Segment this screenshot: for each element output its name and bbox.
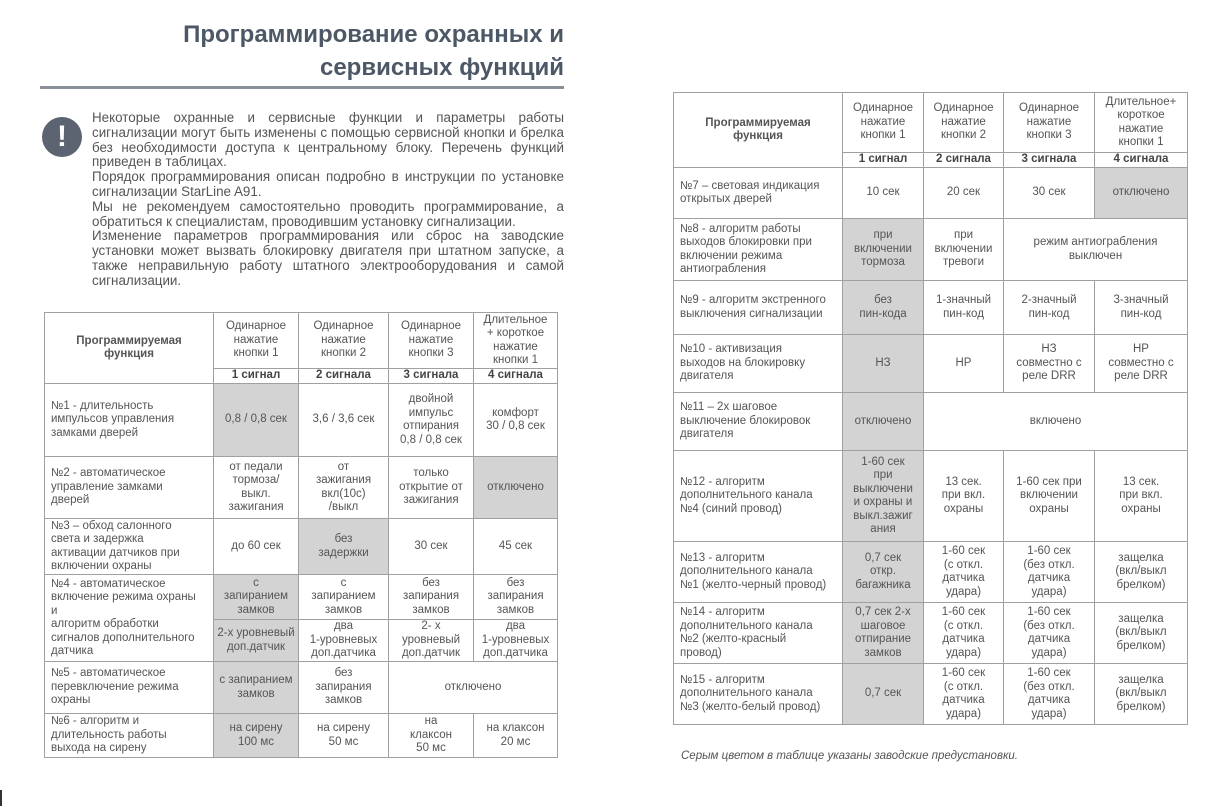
functions-table-left (44, 312, 558, 758)
option-cell: включено (924, 393, 1188, 451)
factory-default-cell: на сирену 100 мс (214, 714, 299, 758)
factory-default-cell: 0,8 / 0,8 сек (214, 384, 299, 457)
function-name-cell: №9 - алгоритм экстренного выключения сигнализации (674, 281, 843, 335)
column-header-button: Одинарное нажатие кнопки 3 (389, 313, 474, 369)
table-row (45, 662, 558, 714)
option-cell: только открытие от зажигания (389, 457, 474, 519)
function-name-cell: №3 – обход салонного света и задержка активации датчиков при включении охраны (45, 519, 214, 575)
table-row (45, 384, 558, 457)
factory-default-cell: отключено (843, 393, 924, 451)
option-cell: 30 сек (389, 519, 474, 575)
factory-default-cell: 0,7 сек (843, 664, 924, 725)
option-cell: от зажигания вкл(10с) /выкл (299, 457, 389, 519)
table-row (45, 519, 558, 575)
table-row (674, 393, 1188, 451)
option-cell: 1-60 сек (без откл. датчика удара) (1004, 664, 1095, 725)
option-cell: без запирания замков (474, 575, 558, 620)
option-cell: 1-60 сек (с откл. датчика удара) (924, 603, 1004, 664)
function-name-cell: №10 - активизация выходов на блокировку двигателя (674, 335, 843, 393)
option-cell: на клаксон 50 мс (389, 714, 474, 758)
exclamation-icon: ! (42, 117, 82, 157)
column-header-button: Длительное + короткое нажатие кнопки 1 (474, 313, 558, 369)
option-cell: 45 сек (474, 519, 558, 575)
table-row (674, 281, 1188, 335)
function-name-cell: №6 - алгоритм и длительность работы выхода на сирену (45, 714, 214, 758)
table-row (45, 714, 558, 758)
option-cell: до 60 сек (214, 519, 299, 575)
signal-count-header: 3 сигнала (1004, 153, 1095, 168)
function-name-cell: №8 - алгоритм работы выходов блокировки при включении режима антиограбления (674, 219, 843, 281)
option-cell: 20 сек (924, 168, 1004, 219)
option-cell: без запирания замков (299, 662, 389, 714)
factory-default-cell: без задержки (299, 519, 389, 575)
signal-count-header: 4 сигнала (1095, 153, 1188, 168)
option-cell: защелка (вкл/выкл брелком) (1095, 603, 1188, 664)
function-name-cell: №15 - алгоритм дополнительного канала №3 (желто-белый провод) (674, 664, 843, 725)
option-cell: 30 сек (1004, 168, 1095, 219)
option-cell: 13 сек. при вкл. охраны (924, 451, 1004, 542)
factory-default-cell: отключено (474, 457, 558, 519)
table-row (45, 575, 558, 620)
option-cell: НР совместно с реле DRR (1095, 335, 1188, 393)
option-cell: 2- х уровневый доп.датчик (389, 620, 474, 662)
footnote: Серым цветом в таблице указаны заводские предустановки. (681, 750, 1018, 762)
title-divider (40, 86, 564, 89)
option-cell: с запиранием замков (299, 575, 389, 620)
signal-count-header: 2 сигнала (299, 369, 389, 384)
option-cell: от педали тормоза/ выкл. зажигания (214, 457, 299, 519)
option-cell: два 1-уровневых доп.датчика (474, 620, 558, 662)
function-name-cell: №2 - автоматическое управление замками дверей (45, 457, 214, 519)
column-header-button: Одинарное нажатие кнопки 1 (214, 313, 299, 369)
function-name-cell: №5 - автоматическое перевключение режима охраны (45, 662, 214, 714)
factory-default-cell: без пин-кода (843, 281, 924, 335)
factory-default-cell: 2-х уровневый доп.датчик (214, 620, 299, 662)
option-cell: 10 сек (843, 168, 924, 219)
factory-default-cell: при включении тормоза (843, 219, 924, 281)
option-cell: 1-60 сек при включении охраны (1004, 451, 1095, 542)
option-cell: 1-60 сек (без откл. датчика удара) (1004, 603, 1095, 664)
column-header-function: Программируемая функция (45, 313, 214, 384)
signal-count-header: 1 сигнал (214, 369, 299, 384)
function-name-cell: №7 – световая индикация открытых дверей (674, 168, 843, 219)
option-cell: двойной импульс отпирания 0,8 / 0,8 сек (389, 384, 474, 457)
option-cell: защелка (вкл/выкл брелком) (1095, 542, 1188, 603)
table-row (674, 168, 1188, 219)
option-cell: защелка (вкл/выкл брелком) (1095, 664, 1188, 725)
option-cell: при включении тревоги (924, 219, 1004, 281)
column-header-button: Одинарное нажатие кнопки 2 (924, 93, 1004, 153)
intro-paragraph: Некоторые охранные и сервисные функции и параметры работы сигнализации могут быть изменены с помощью сервисной кнопки и брелка без необходимости доступа к центральному блоку. Перечень функций приведен в таблицах. Порядок программирования описан подробно в инструкции по установке сигнализации StarLine A91. Мы не рекомендуем самостоятельно проводить программирование, а обратиться к специалистам, проводившим установку сигнализации. Изменение параметров программирования или сброс на заводские установки может вызвать блокировку двигателя при штатном запуске, а также неправильную работу штатного электрооборудования и самой сигнализации. (92, 110, 564, 288)
option-cell: 1-значный пин-код (924, 281, 1004, 335)
option-cell: комфорт 30 / 0,8 сек (474, 384, 558, 457)
option-cell: 1-60 сек (без откл. датчика удара) (1004, 542, 1095, 603)
column-header-button: Одинарное нажатие кнопки 2 (299, 313, 389, 369)
factory-default-cell: 0,7 сек 2-х шаговое отпирание замков (843, 603, 924, 664)
column-header-button: Длительное+ короткое нажатие кнопки 1 (1095, 93, 1188, 153)
function-name-cell: №11 – 2х шаговое выключение блокировок двигателя (674, 393, 843, 451)
column-header-button: Одинарное нажатие кнопки 1 (843, 93, 924, 153)
function-name-cell: №1 - длительность импульсов управления замками дверей (45, 384, 214, 457)
header-row (45, 313, 558, 369)
factory-default-cell: 0,7 сек откр. багажника (843, 542, 924, 603)
option-cell: без запирания замков (389, 575, 474, 620)
option-cell: 1-60 сек (с откл. датчика удара) (924, 664, 1004, 725)
option-cell: два 1-уровневых доп.датчика (299, 620, 389, 662)
function-name-cell: №14 - алгоритм дополнительного канала №2 (желто-красный провод) (674, 603, 843, 664)
option-cell: 3-значный пин-код (1095, 281, 1188, 335)
signal-count-header: 2 сигнала (924, 153, 1004, 168)
signal-count-header: 1 сигнал (843, 153, 924, 168)
page-edge (0, 790, 2, 806)
signal-count-header: 3 сигнала (389, 369, 474, 384)
table-row (674, 603, 1188, 664)
functions-table-right (673, 92, 1188, 725)
function-name-cell: №13 - алгоритм дополнительного канала №1 (желто-черный провод) (674, 542, 843, 603)
factory-default-cell: с запиранием замков (214, 575, 299, 620)
option-cell: 13 сек. при вкл. охраны (1095, 451, 1188, 542)
factory-default-cell: НЗ (843, 335, 924, 393)
function-name-cell: №4 - автоматическое включение режима охраны и алгоритм обработки сигналов дополнительного датчика (45, 575, 214, 662)
option-cell: на клаксон 20 мс (474, 714, 558, 758)
factory-default-cell: с запиранием замков (214, 662, 299, 714)
table-row (674, 219, 1188, 281)
signal-count-header: 4 сигнала (474, 369, 558, 384)
page-title: Программирование охранных и сервисных функций (183, 21, 564, 81)
column-header-function: Программируемая функция (674, 93, 843, 168)
option-cell: НР (924, 335, 1004, 393)
table-row (674, 451, 1188, 542)
option-cell: НЗ совместно с реле DRR (1004, 335, 1095, 393)
factory-default-cell: отключено (1095, 168, 1188, 219)
table-row (674, 664, 1188, 725)
table-row (674, 335, 1188, 393)
option-cell: режим антиограбления выключен (1004, 219, 1188, 281)
header-row (674, 93, 1188, 153)
option-cell: на сирену 50 мс (299, 714, 389, 758)
factory-default-cell: 1-60 сек при выключени и охраны и выкл.зажиг ания (843, 451, 924, 542)
option-cell: 1-60 сек (с откл. датчика удара) (924, 542, 1004, 603)
column-header-button: Одинарное нажатие кнопки 3 (1004, 93, 1095, 153)
table-row (674, 542, 1188, 603)
table-row (45, 457, 558, 519)
option-cell: отключено (389, 662, 558, 714)
option-cell: 3,6 / 3,6 сек (299, 384, 389, 457)
function-name-cell: №12 - алгоритм дополнительного канала №4 (синий провод) (674, 451, 843, 542)
option-cell: 2-значный пин-код (1004, 281, 1095, 335)
